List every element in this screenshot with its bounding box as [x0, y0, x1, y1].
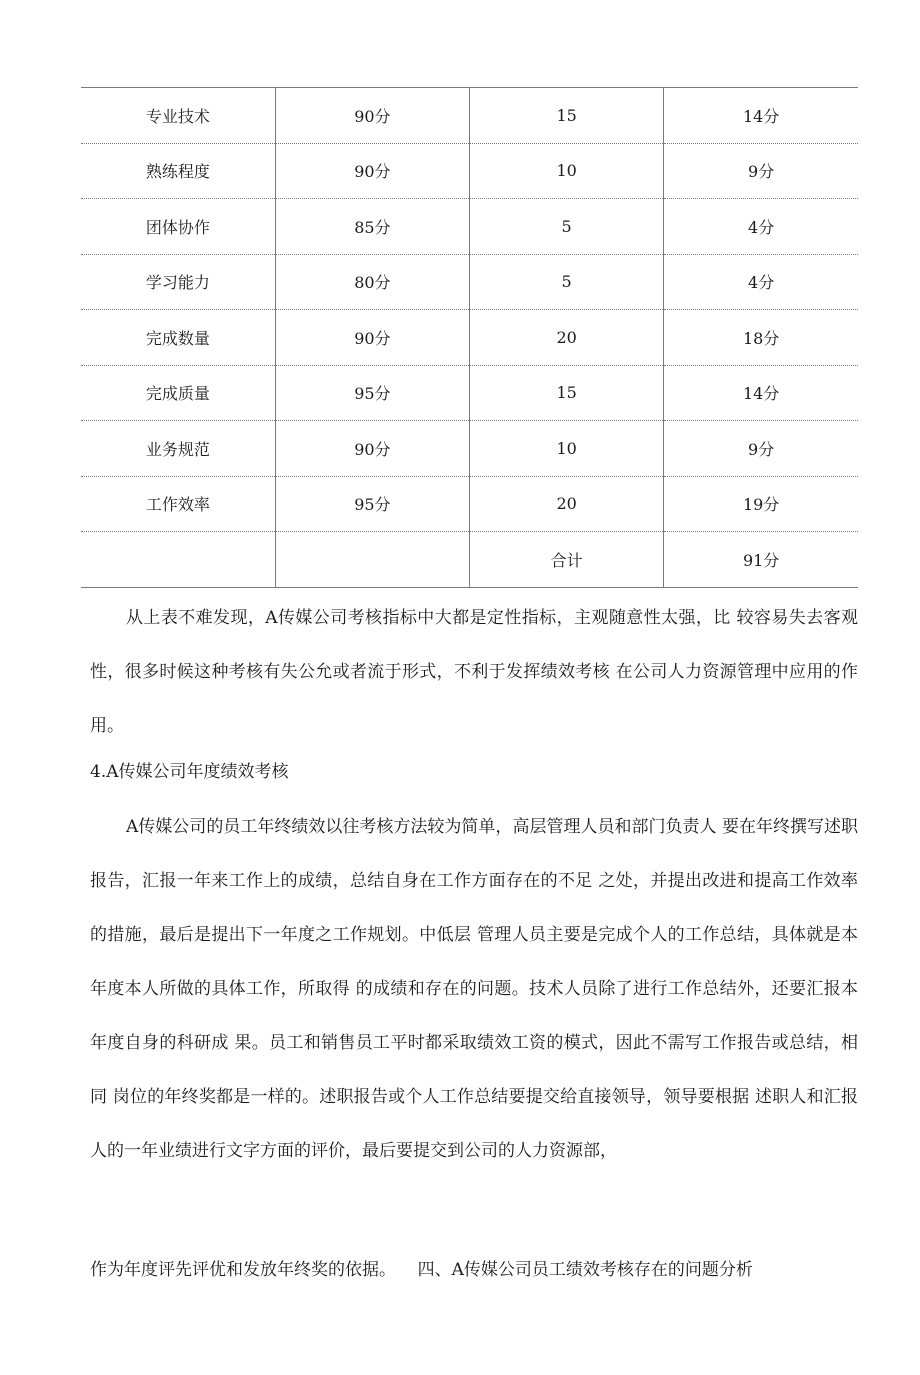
table-cell [275, 532, 469, 588]
table-row [81, 254, 858, 310]
table-row [81, 143, 858, 199]
table-cell: 4分 [664, 254, 858, 310]
table-cell: 完成质量 [81, 365, 275, 421]
table-cell: 熟练程度 [81, 143, 275, 199]
table-cell: 5 [470, 254, 664, 310]
table-cell: 工作效率 [81, 476, 275, 532]
table-cell: 80分 [275, 254, 469, 310]
table-cell: 14分 [664, 88, 858, 144]
table-cell: 团体协作 [81, 199, 275, 255]
table-row [81, 199, 858, 255]
table-cell [81, 532, 275, 588]
table-cell: 14分 [664, 365, 858, 421]
annual-appraisal-paragraph: A传媒公司的员工年终绩效以往考核方法较为简单，高层管理人员和部门负责人 要在年终撰写述职报告，汇报一年来工作上的成绩，总结自身在工作方面存在的不足 之处，并提出改进和提高工作效率的措施，最后是提出下一年度之工作规划。中低层 管理人员主要是完成个人的工作总结，具体就是本年度本人所做的具体工作，所取得 的成绩和存在的问题。技术人员除了进行工作总结外，还要汇报本年度自身的科研成 果。员工和销售员工平时都采取绩效工资的模式，因此不需写工作报告或总结，相同 岗位的年终奖都是一样的。述职报告或个人工作总结要提交给直接领导，领导要根据 述职人和汇报人的一年业绩进行文字方面的评价，最后要提交到公司的人力资源部， [90, 817, 858, 1161]
table-cell: 9分 [664, 143, 858, 199]
section-heading: 4.A传媒公司年度绩效考核 [90, 762, 289, 782]
table-cell: 90分 [275, 310, 469, 366]
table-row [81, 421, 858, 477]
table-cell: 90分 [275, 143, 469, 199]
table-cell: 18分 [664, 310, 858, 366]
table-cell: 95分 [275, 365, 469, 421]
table-cell: 85分 [275, 199, 469, 255]
table-cell: 10 [470, 421, 664, 477]
chapter-heading: 四、A传媒公司员工绩效考核存在的问题分析 [417, 1260, 753, 1280]
table-cell: 完成数量 [81, 310, 275, 366]
table-cell: 专业技术 [81, 88, 275, 144]
table-cell: 90分 [275, 421, 469, 477]
table-cell: 5 [470, 199, 664, 255]
table-total-value: 91分 [664, 532, 858, 588]
table-cell: 4分 [664, 199, 858, 255]
table-cell: 20 [470, 476, 664, 532]
table-total-row [81, 532, 858, 588]
table-cell: 15 [470, 88, 664, 144]
table-total-label: 合计 [470, 532, 664, 588]
closing-line [90, 1243, 858, 1297]
table-cell: 业务规范 [81, 421, 275, 477]
table-cell: 90分 [275, 88, 469, 144]
table-cell: 19分 [664, 476, 858, 532]
table-row [81, 476, 858, 532]
table-cell: 9分 [664, 421, 858, 477]
table-cell: 学习能力 [81, 254, 275, 310]
table-cell: 20 [470, 310, 664, 366]
score-table [81, 87, 858, 588]
analysis-paragraph: 从上表不难发现，A传媒公司考核指标中大都是定性指标，主观随意性太强，比 较容易失去客观性，很多时候这种考核有失公允或者流于形式，不利于发挥绩效考核 在公司人力资源管理中应用的作用。 [90, 608, 858, 736]
table-cell: 95分 [275, 476, 469, 532]
table-cell: 10 [470, 143, 664, 199]
table-row [81, 365, 858, 421]
table-row [81, 88, 858, 144]
table-cell: 15 [470, 365, 664, 421]
table-row [81, 310, 858, 366]
closing-sentence: 作为年度评先评优和发放年终奖的依据。 [90, 1260, 396, 1280]
